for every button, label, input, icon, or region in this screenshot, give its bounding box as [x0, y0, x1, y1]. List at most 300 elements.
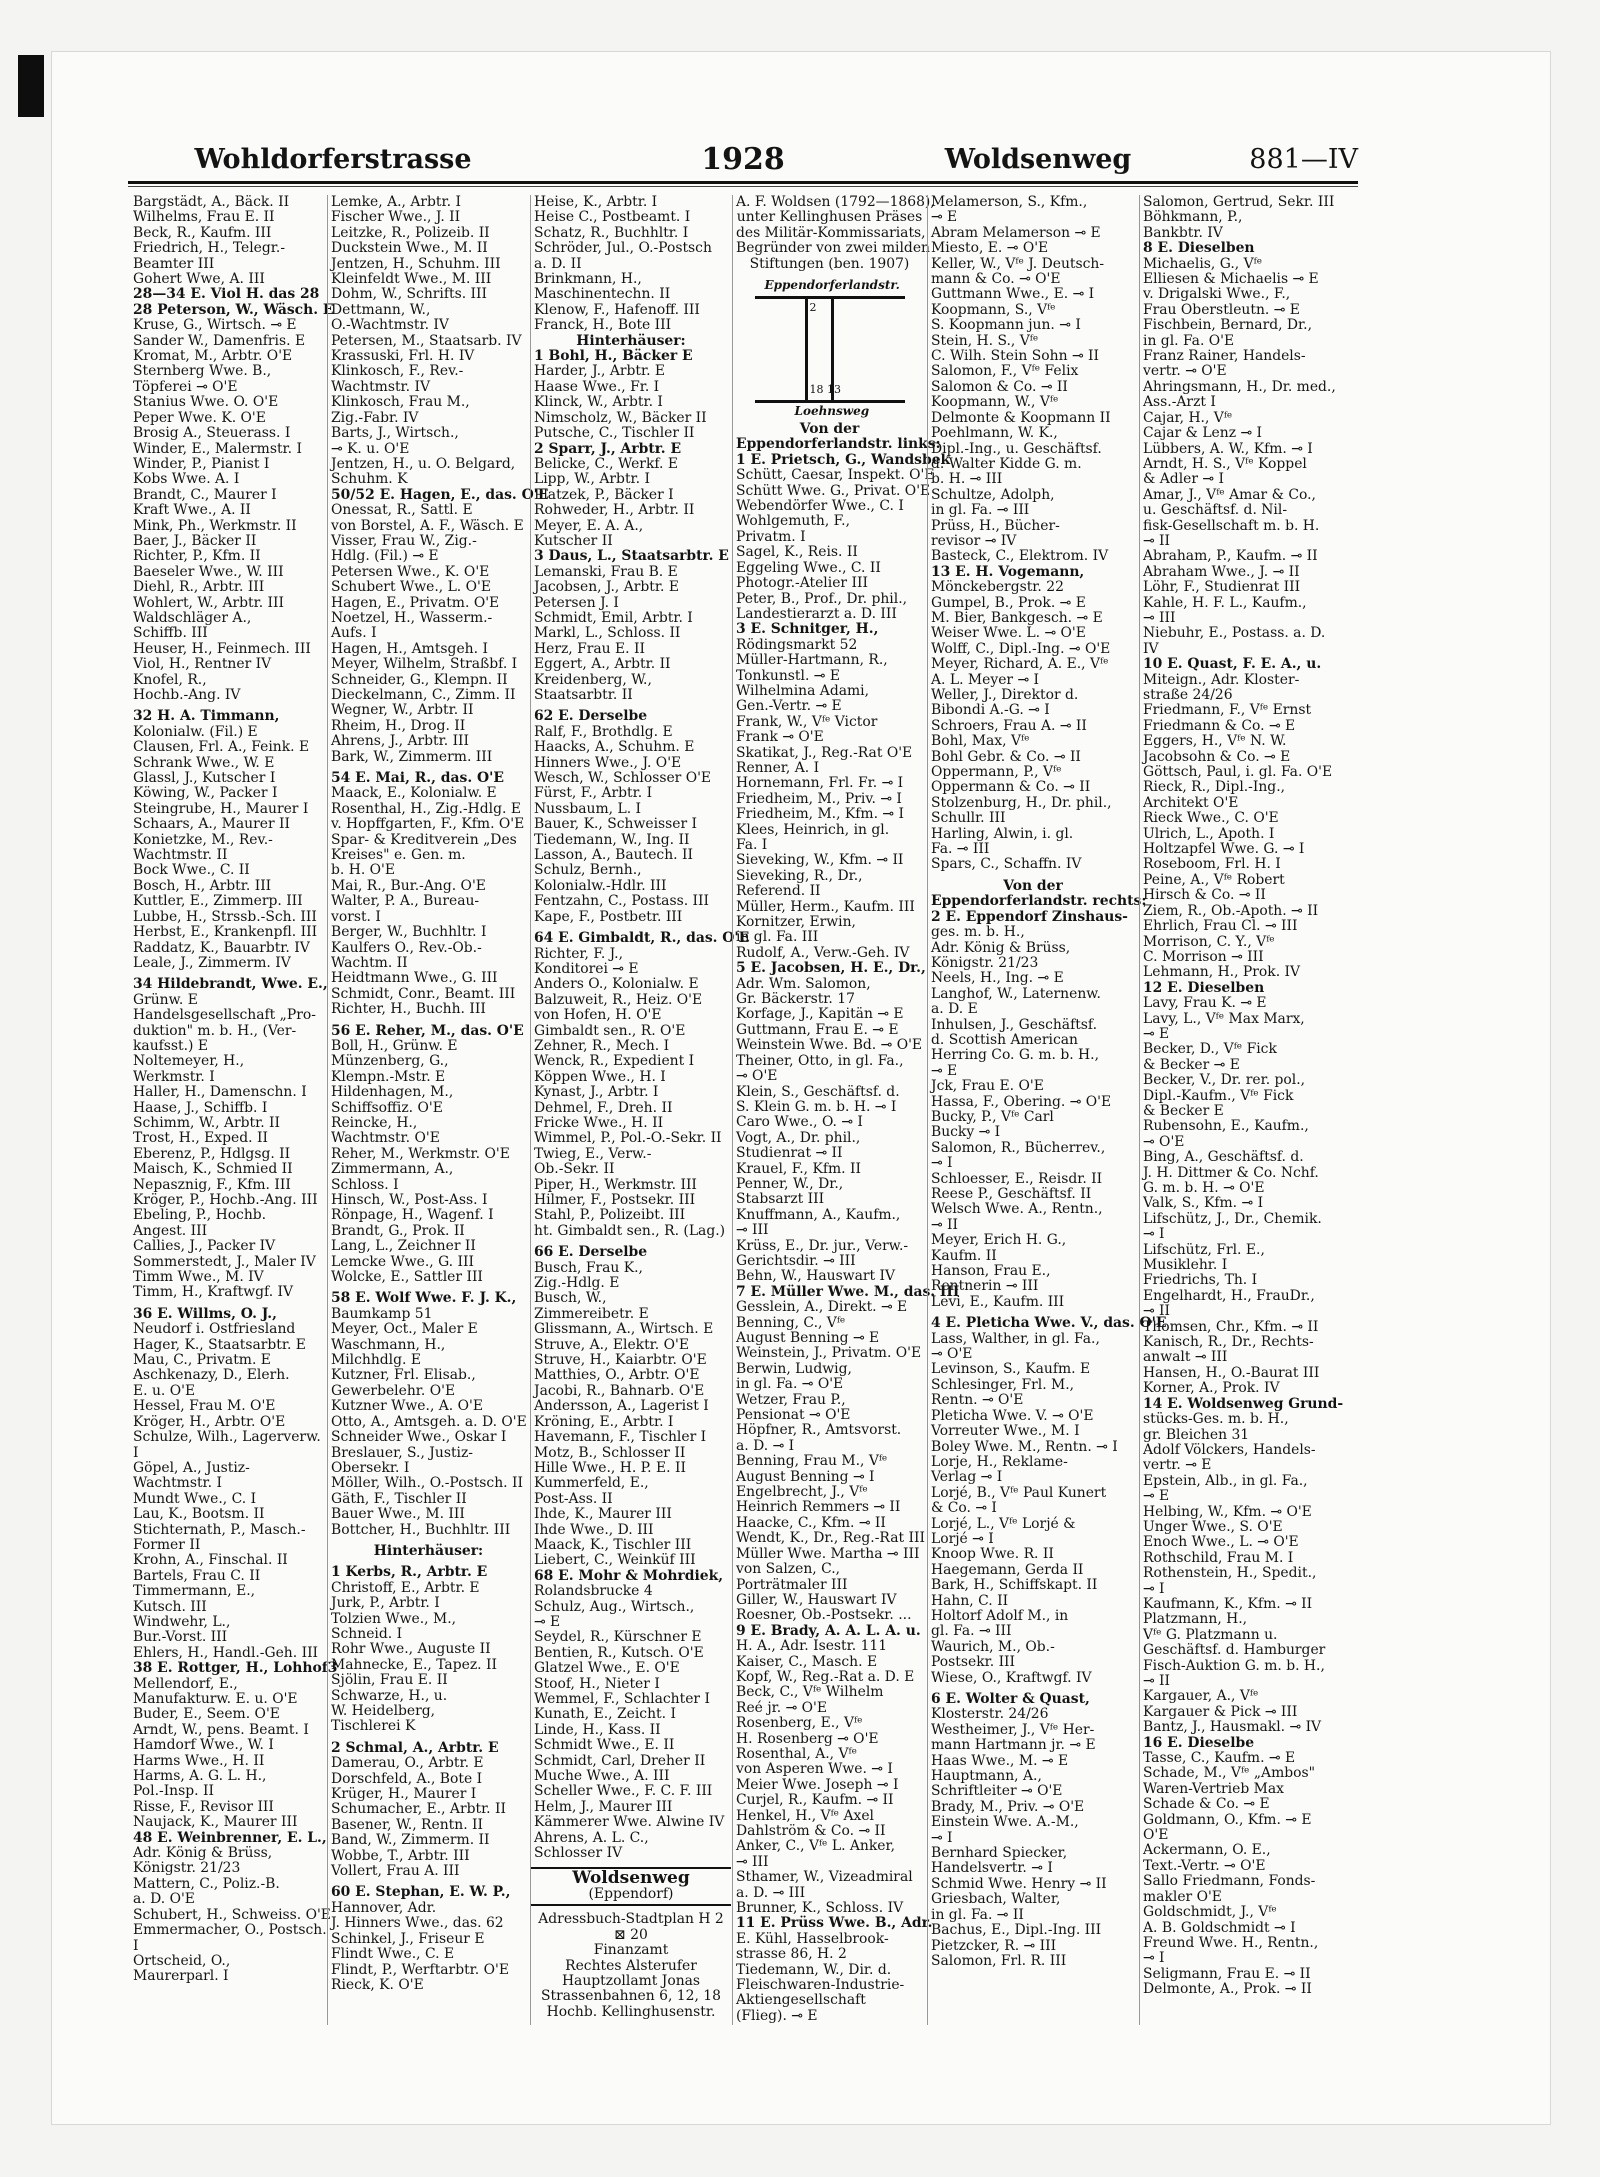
directory-entry: Webendörfer Wwe., C. I	[736, 498, 904, 515]
directory-entry: Pensionat ⊸ O'E	[736, 1407, 851, 1424]
directory-entry: Gr. Bäckerstr. 17	[736, 991, 855, 1008]
directory-entry: 4 E. Pletichа Wwe. V., das. O'E	[931, 1315, 1167, 1332]
directory-entry: Flindt, P., Werftarbtr. O'E	[331, 1961, 509, 1978]
directory-entry: Schriftleiter ⊸ O'E	[931, 1783, 1063, 1800]
directory-entry: Wegner, W., Arbtr. II	[331, 702, 474, 719]
directory-entry: Stoof, H., Nieter I	[534, 1675, 660, 1692]
directory-entry: Ahrens, J., Arbtr. III	[331, 733, 470, 750]
directory-entry: Damerau, O., Arbtr. E	[331, 1755, 484, 1772]
directory-entry: Platzmann, H.,	[1143, 1611, 1248, 1628]
directory-entry: Windwehr, L.,	[133, 1613, 231, 1630]
directory-entry: Haas Wwe., M. ⊸ E	[931, 1752, 1069, 1769]
directory-entry: Bantz, J., Hausmakl. ⊸ IV	[1143, 1719, 1322, 1736]
street-history-note	[733, 194, 935, 272]
directory-entry: Von der	[799, 421, 860, 438]
directory-entry: Unger Wwe., S. O'E	[1143, 1518, 1283, 1535]
map-top-road	[755, 296, 905, 299]
directory-entry: (Flieg). ⊸ E	[736, 2007, 818, 2024]
street-info	[531, 1912, 731, 2020]
directory-entry: Klees, Heinrich, in gl.	[736, 821, 890, 838]
directory-entry: Hanson, Frau E.,	[931, 1263, 1051, 1280]
directory-entry: Rieck, R., Dipl.-Ing.,	[1143, 779, 1286, 796]
directory-entry: Hdlg. (Fil.) ⊸ E	[331, 548, 439, 565]
directory-entry: Kutsch. III	[133, 1598, 207, 1615]
directory-entry: Poehlmann, W. K.,	[931, 425, 1058, 442]
directory-entry: Petersen, M., Staatsarb. IV	[331, 332, 522, 349]
directory-entry: H. Rosenberg ⊸ O'E	[736, 1730, 879, 1747]
directory-entry: Obersekr. I	[331, 1459, 410, 1476]
directory-entry: Diehl, R., Arbtr. III	[133, 579, 265, 596]
directory-entry: Curjel, R., Kaufm. ⊸ II	[736, 1792, 894, 1809]
directory-entry: Rieck, K. O'E	[331, 1976, 424, 1993]
directory-entry: von Asperen Wwe. ⊸ I	[736, 1761, 893, 1778]
directory-entry: Tiedemann, W., Dir. d.	[736, 1961, 892, 1978]
directory-entry: Dipl.-Kaufm., Vᶠᵉ Fick	[1143, 1087, 1294, 1104]
page-header	[128, 140, 1358, 180]
directory-entry: Möller, Wilh., O.-Postsch. II	[331, 1475, 523, 1492]
directory-entry: Melamerson, S., Kfm.,	[931, 194, 1088, 210]
directory-entry: 2 E. Eppendorf Zinshaus-	[931, 908, 1128, 925]
directory-entry: Dorschfeld, A., Bote I	[331, 1770, 483, 1787]
directory-entry: Grünw. E	[133, 991, 198, 1008]
directory-entry: Renner, A. I	[736, 759, 820, 776]
directory-entry: & Becker E	[1143, 1102, 1224, 1119]
directory-entry: Schroers, Frau A. ⊸ II	[931, 717, 1087, 734]
directory-entry: Krüss, E., Dr. jur., Verw.-	[736, 1237, 909, 1254]
column-2	[327, 194, 549, 2025]
directory-entry: Hauptmann, A.,	[931, 1768, 1042, 1785]
directory-entry: Weinstein, J., Privatm. O'E	[736, 1345, 922, 1362]
directory-entry: Dehmel, F., Dreh. II	[534, 1099, 673, 1116]
directory-entry: Bur.-Vorst. III	[133, 1629, 228, 1646]
directory-entry: Clausen, Frl. A., Feink. E	[133, 739, 310, 756]
directory-entry: Knofel, R.,	[133, 671, 207, 688]
directory-entry: Schatz, R., Buchhltr. I	[534, 224, 689, 241]
directory-entry: Schneider, G., Klempn. II	[331, 671, 508, 688]
directory-entry: Heise, K., Arbtr. I	[534, 194, 658, 210]
directory-entry: 9 E. Brady, A. A. L. A. u.	[736, 1622, 921, 1639]
directory-entry: Jacobi, R., Bahnarb. O'E	[534, 1382, 705, 1399]
directory-entry: 48 E. Weinbrenner, E. L.,	[133, 1829, 327, 1846]
directory-entry: Langhof, W., Laternenw.	[931, 985, 1101, 1002]
directory-entry: Wolff, C., Dipl.-Ing. ⊸ O'E	[931, 640, 1111, 657]
directory-entry: Lemcke Wwe., G. III	[331, 1253, 474, 1270]
directory-entry: Hilmer, F., Postsekr. III	[534, 1192, 696, 1208]
directory-entry: Muche Wwe., A. III	[534, 1768, 670, 1785]
directory-entry: Breslauer, S., Justiz-	[331, 1444, 473, 1461]
directory-entry: Lifschütz, J., Dr., Chemik.	[1143, 1210, 1322, 1227]
directory-entry: Lasson, A., Bautech. II	[534, 847, 693, 864]
directory-entry: M. Bier, Bankgesch. ⊸ E	[931, 609, 1103, 626]
directory-entry: Andersson, A., Lagerist I	[534, 1398, 709, 1415]
directory-entry: Harms Wwe., H. II	[133, 1752, 265, 1769]
directory-entry: Miesto, E. ⊸ O'E	[931, 240, 1049, 257]
directory-entry: Pletichа Wwe. V. ⊸ O'E	[931, 1407, 1094, 1424]
directory-entry: Nussbaum, L. I	[534, 800, 642, 817]
directory-entry: Pietzcker, R. ⊸ III	[931, 1937, 1057, 1954]
directory-entry: 56 E. Reher, M., das. O'E	[331, 1022, 524, 1039]
directory-entry: Schmidt Wwe., E. II	[534, 1737, 675, 1754]
directory-entry: d. Walter Kidde G. m.	[931, 455, 1082, 472]
header-street-left: Wohldorferstrasse	[194, 144, 472, 175]
directory-entry: Ahringsmann, H., Dr. med.,	[1143, 378, 1336, 395]
directory-entry: 28—34 E. Viol H. das 28	[133, 286, 320, 303]
directory-entry: Kornitzer, Erwin,	[736, 914, 856, 931]
directory-entry: S. Klein G. m. b. H. ⊸ I	[736, 1098, 897, 1115]
directory-entry: Giller, W., Hauswart IV	[736, 1591, 897, 1608]
history-note-line: A. F. Woldsen (1792—1868),	[736, 194, 935, 210]
directory-entry: Nepasznig, F., Kfm. III	[133, 1176, 291, 1193]
column-5	[927, 194, 1167, 2025]
directory-entry: Harms, A. G. L. H.,	[133, 1768, 267, 1785]
directory-entry: Handelsgesellschaft „Pro-	[133, 1007, 316, 1024]
directory-entry: Arndt, W., pens. Beamt. I	[133, 1721, 309, 1738]
directory-entry: Petersen J. I	[534, 594, 619, 611]
directory-entry: Dettmann, W.,	[331, 301, 431, 318]
directory-entry: Naujack, K., Maurer III	[133, 1814, 298, 1831]
directory-entry: Prüss, H., Bücher-	[931, 517, 1060, 534]
directory-entry: Bentien, R., Kutsch. O'E	[534, 1644, 704, 1661]
directory-entry: 3 E. Schnitger, H.,	[736, 621, 879, 638]
directory-entry: Eggert, A., Arbtr. II	[534, 656, 671, 673]
directory-entry: Hassa, F., Obering. ⊸ O'E	[931, 1093, 1112, 1110]
directory-entry: 3 Daus, L., Staatsarbtr. E	[534, 548, 729, 565]
directory-entry: Steingrube, H., Maurer I	[133, 800, 309, 817]
directory-entry: 28 Peterson, W., Wäsch. E	[133, 301, 334, 318]
directory-entry: Griesbach, Walter,	[931, 1891, 1061, 1908]
directory-entry: Schlesinger, Frl. M.,	[931, 1376, 1075, 1393]
directory-entry: Wiese, O., Kraftwgf. IV	[931, 1669, 1092, 1686]
directory-entry: Friedrichs, Th. I	[1143, 1272, 1258, 1289]
history-note-line: des Militär-Kommissariats,	[736, 224, 926, 241]
directory-entry: Anders O., Kolonialw. E	[534, 976, 699, 993]
directory-entry: & Adler ⊸ I	[1143, 471, 1224, 488]
directory-entry: O.-Wachtmstr. IV	[331, 317, 449, 334]
directory-entry: Fa. ⊸ III	[931, 841, 990, 858]
directory-entry: Michaelis, G., Vᶠᵉ	[1143, 255, 1263, 272]
directory-entry: Waschmann, H.,	[331, 1336, 446, 1353]
directory-entry: Ackermann, O. E.,	[1143, 1842, 1271, 1859]
directory-entry: Struve, H., Kaiarbtr. O'E	[534, 1352, 707, 1369]
directory-entry: in gl. Fa. ⊸ II	[931, 1906, 1024, 1923]
directory-entry: Cajar, H., Vᶠᵉ	[1143, 409, 1233, 426]
directory-entry: Referend. II	[736, 883, 821, 900]
directory-entry: Mattern, C., Poliz.-B.	[133, 1875, 280, 1892]
directory-entry: Stabsarzt III	[736, 1191, 825, 1208]
directory-entry: Mellendorf, E.,	[133, 1675, 238, 1692]
directory-entry: Valk, S., Kfm. ⊸ I	[1143, 1195, 1264, 1212]
directory-entry: Rieck Wwe., C. O'E	[1143, 810, 1279, 827]
directory-entry: Lubbe, H., Strssb.-Sch. III	[133, 908, 317, 925]
directory-entry: Schade, M., Vᶠᵉ „Ambos"	[1143, 1765, 1316, 1782]
directory-entry: Westheimer, J., Vᶠᵉ Her-	[931, 1721, 1095, 1738]
directory-entry: Töpferei ⊸ O'E	[133, 378, 238, 395]
directory-entry: Wolcke, E., Sattler III	[331, 1269, 483, 1286]
directory-entry: Delmonte, A., Prok. ⊸ II	[1143, 1981, 1312, 1998]
directory-entry: Text.-Vertr. ⊸ O'E	[1143, 1857, 1266, 1874]
history-note-line: unter Kellinghusen Präses	[736, 209, 923, 226]
directory-entry: Brandt, G., Prok. II	[331, 1222, 465, 1239]
directory-entry: Hirsch & Co. ⊸ II	[1143, 887, 1266, 904]
directory-entry: Kreises" e. Gen. m.	[331, 847, 466, 864]
directory-entry: Basteck, C., Elektrom. IV	[931, 548, 1109, 565]
directory-entry: Busch, Frau K.,	[534, 1259, 643, 1276]
directory-entry: Franck, H., Bote III	[534, 317, 672, 334]
directory-entry: Glatzel Wwe., E. O'E	[534, 1660, 680, 1677]
directory-entry: Ehlers, H., Handl.-Geh. III	[133, 1644, 319, 1661]
header-rule-thin	[128, 186, 1358, 187]
directory-entry: Salomon, Gertrud, Sekr. III	[1143, 194, 1335, 210]
directory-entry: von Hofen, H. O'E	[534, 1007, 662, 1024]
directory-entry: Reincke, H.,	[331, 1114, 418, 1131]
directory-entry: 14 E. Woldsenweg Grund-	[1143, 1395, 1344, 1412]
directory-entry: Schütt Wwe. G., Privat. O'E	[736, 482, 931, 499]
directory-entry: Abraham, P., Kaufm. ⊸ II	[1143, 548, 1318, 565]
directory-entry: Engelhardt, H., FrauDr.,	[1143, 1287, 1315, 1304]
directory-entry: 13 E. H. Vogemann,	[931, 563, 1085, 580]
directory-entry: 58 E. Wolf Wwe. F. J. K.,	[331, 1290, 517, 1307]
directory-entry: Kröger, H., Arbtr. O'E	[133, 1413, 286, 1430]
directory-entry: Oppermann, P., Vᶠᵉ	[931, 764, 1062, 781]
directory-entry: strasse 86, H. 2	[736, 1946, 847, 1963]
directory-entry: Lorjé, B., Vᶠᵉ Paul Kunert	[931, 1484, 1107, 1501]
directory-entry: Bernhard Spiecker,	[931, 1845, 1068, 1862]
directory-entry: anwalt ⊸ III	[1143, 1349, 1228, 1366]
directory-entry: Lehmann, H., Prok. IV	[1143, 964, 1301, 981]
directory-entry: Becker, D., Vᶠᵉ Fick	[1143, 1041, 1277, 1058]
directory-entry: Frau Oberstleutn. ⊸ E	[1143, 301, 1300, 318]
directory-entry: Weller, J., Direktor d.	[931, 687, 1079, 703]
directory-entry: Lemke, A., Arbtr. I	[331, 194, 461, 210]
directory-entry: Gohert Wwe, A. III	[133, 271, 265, 288]
directory-entry: ⊸ I	[1143, 1950, 1165, 1967]
directory-entry: Baer, J., Bäcker II	[133, 532, 257, 549]
directory-entry: Sieveking, W., Kfm. ⊸ II	[736, 852, 904, 869]
directory-entry: Motz, B., Schlosser II	[534, 1444, 686, 1461]
directory-entry: Schmid Wwe. Henry ⊸ II	[931, 1875, 1107, 1892]
header-street-right: Woldsenweg	[944, 144, 1132, 175]
directory-entry: Kolonialw. (Fil.) E	[133, 723, 258, 740]
directory-entry: Klosterstr. 24/26	[931, 1706, 1049, 1723]
directory-entry: ges. m. b. H.,	[931, 924, 1025, 941]
directory-entry: Salomon & Co. ⊸ II	[931, 378, 1068, 395]
directory-entry: 64 E. Gimbaldt, R., das. O'E	[534, 930, 750, 947]
directory-entry: Dahlström & Co. ⊸ II	[736, 1823, 886, 1839]
directory-entry: 60 E. Stephan, E. W. P.,	[331, 1884, 511, 1901]
directory-entry: August Benning ⊸ E	[736, 1330, 880, 1346]
directory-entry: Photogr.-Atelier III	[736, 575, 868, 592]
directory-entry: a. D. E	[931, 1001, 978, 1018]
directory-entry: Levinson, S., Kaufm. E	[931, 1361, 1091, 1378]
directory-entry: Friedheim, M., Priv. ⊸ I	[736, 790, 902, 807]
directory-entry: Mink, Ph., Werkmstr. II	[133, 517, 297, 534]
directory-entry: E. u. O'E	[133, 1382, 196, 1399]
directory-entry: Guttmann, Frau E. ⊸ E	[736, 1021, 899, 1038]
directory-entry: Maisch, K., Schmied II	[133, 1161, 293, 1178]
directory-entry: 62 E. Derselbe	[534, 708, 648, 725]
directory-entry: Welsch Wwe. A., Rentn.,	[931, 1201, 1103, 1218]
directory-entry: & Co. ⊸ I	[931, 1500, 997, 1517]
directory-entry: A. B. Goldschmidt ⊸ I	[1143, 1919, 1296, 1936]
directory-entry: Winder, E., Malermstr. I	[133, 440, 302, 457]
directory-entry: Ziem, R., Ob.-Apoth. ⊸ II	[1143, 902, 1319, 919]
directory-entry: H. A., Adr. Isestr. 111	[736, 1638, 888, 1655]
directory-entry: Wohlgemuth, F.,	[736, 513, 850, 530]
directory-entry: Werkmstr. I	[133, 1068, 215, 1085]
directory-entry: 2 Schmal, A., Arbtr. E	[331, 1739, 499, 1756]
directory-entry: Wobbe, T., Arbtr. III	[331, 1847, 470, 1864]
street-title: Woldsenweg	[572, 1868, 690, 1889]
column-4-entries	[733, 421, 960, 2024]
directory-entry: in gl. Fa. ⊸ O'E	[736, 1376, 844, 1393]
directory-entry: Schröder, Jul., O.-Postsch	[534, 240, 712, 257]
column-4	[732, 194, 960, 2025]
directory-entry: Baumkamp 51	[331, 1305, 433, 1322]
directory-entry: ⊸ II	[1143, 1673, 1171, 1689]
directory-entry: Göpel, A., Justiz-	[133, 1459, 250, 1476]
directory-entry: Eggers, H., Vᶠᵉ N. W.	[1143, 733, 1287, 750]
directory-entry: Zig.-Hdlg. E	[534, 1275, 620, 1292]
directory-entry: Berger, W., Buchhltr. I	[331, 924, 487, 941]
directory-entry: Architekt O'E	[1143, 794, 1239, 811]
directory-entry: Hinsch, W., Post-Ass. I	[331, 1192, 488, 1208]
directory-entry: W. Heidelberg,	[331, 1703, 436, 1719]
directory-entry: Knoop Wwe. R. II	[931, 1546, 1054, 1563]
directory-entry: Roseboom, Frl. H. I	[1143, 856, 1281, 873]
directory-entry: Klinck, W., Arbtr. I	[534, 394, 663, 411]
directory-entry: Rolandsbrucke 4	[534, 1583, 653, 1600]
directory-entry: Klein, S., Geschäftsf. d.	[736, 1083, 900, 1100]
directory-entry: Kröning, E., Arbtr. I	[534, 1413, 674, 1430]
column-6	[1139, 195, 1359, 2025]
directory-entry: mann & Co. ⊸ O'E	[931, 271, 1061, 288]
directory-entry: Caro Wwe., O. ⊸ I	[736, 1114, 863, 1131]
directory-entry: Havemann, F., Tischler I	[534, 1429, 707, 1446]
black-edge-tab	[18, 55, 44, 117]
directory-entry: Zig.-Fabr. IV	[331, 409, 419, 426]
directory-entry: Noetzel, H., Wasserm.-	[331, 609, 493, 626]
directory-entry: Kobs Wwe. A. I	[133, 471, 240, 488]
directory-entry: Korfage, J., Kapitän ⊸ E	[736, 1006, 904, 1023]
directory-entry: Benning, C., Vᶠᵉ	[736, 1314, 846, 1331]
directory-entry: Kargauer & Pick ⊸ III	[1143, 1703, 1298, 1720]
directory-entry: Brinkmann, H.,	[534, 271, 642, 288]
directory-entry: Lavy, L., Vᶠᵉ Max Marx,	[1143, 1010, 1305, 1027]
directory-entry: Hinners Wwe., J. O'E	[534, 754, 682, 771]
directory-entry: Stolzenburg, H., Dr. phil.,	[931, 794, 1112, 811]
history-note-line: Stiftungen (ben. 1907)	[749, 255, 910, 272]
directory-entry: Sommerstedt, J., Maler IV	[133, 1253, 316, 1270]
directory-entry: Buder, E., Seem. O'E	[133, 1706, 280, 1723]
directory-entry: Schulz, Bernh.,	[534, 862, 642, 879]
directory-entry: Hansen, H., O.-Baurat III	[1143, 1364, 1320, 1381]
directory-entry: Schulz, Aug., Wirtsch.,	[534, 1598, 695, 1615]
directory-entry: Kargauer, A., Vᶠᵉ	[1143, 1688, 1259, 1705]
directory-entry: Markl, L., Schloss. II	[534, 625, 681, 642]
street-info-line: Finanzamt	[593, 1942, 669, 1959]
directory-entry: Schloss. I	[331, 1176, 399, 1193]
directory-entry: Lipp, W., Arbtr. I	[534, 471, 650, 488]
directory-entry: E. Kühl, Hasselbrook-	[736, 1930, 889, 1947]
directory-entry: Kynast, J., Arbtr. I	[534, 1084, 659, 1101]
directory-entry: Waldschläger A.,	[133, 609, 252, 626]
directory-entry: Tolzien Wwe., M.,	[331, 1610, 457, 1627]
directory-entry: Ass.-Arzt I	[1143, 394, 1216, 411]
directory-entry: Lorje, H., Reklame-	[931, 1453, 1068, 1470]
directory-entry: Thomsen, Chr., Kfm. ⊸ II	[1143, 1318, 1319, 1335]
directory-entry: Tasse, C., Kaufm. ⊸ E	[1143, 1750, 1296, 1767]
directory-entry: Herring Co. G. m. b. H.,	[931, 1047, 1099, 1064]
directory-entry: Levi, E., Kaufm. III	[931, 1293, 1065, 1310]
directory-entry: Müller Wwe. Martha ⊸ III	[736, 1545, 920, 1562]
directory-entry: ⊸ I	[1143, 1580, 1165, 1597]
directory-entry: Duckstein Wwe., M. II	[331, 240, 488, 257]
directory-entry: Rödingsmarkt 52	[736, 636, 858, 653]
directory-entry: Glassl, J., Kutscher I	[133, 770, 276, 787]
directory-entry: Gesslein, A., Direkt. ⊸ E	[736, 1299, 908, 1316]
directory-entry: Skatikat, J., Reg.-Rat O'E	[736, 744, 913, 761]
directory-entry: Mundt Wwe., C. I	[133, 1490, 257, 1507]
directory-entry: Engelbrecht, J., Vᶠᵉ	[736, 1484, 868, 1501]
directory-entry: Schloesser, E., Reisdr. II	[931, 1170, 1103, 1187]
directory-entry: Adr. Wm. Salomon,	[736, 975, 871, 992]
header-year: 1928	[701, 142, 785, 177]
directory-entry: Meyer, Erich H. G.,	[931, 1232, 1067, 1249]
directory-entry: Belicke, C., Werkf. E	[534, 455, 678, 472]
directory-entry: v. Drigalski Wwe., F.,	[1143, 286, 1291, 303]
directory-entry: Christoff, E., Arbtr. E	[331, 1579, 480, 1596]
directory-entry: ⊸ II	[1143, 532, 1171, 549]
directory-entry: Rentn. ⊸ O'E	[931, 1392, 1024, 1409]
directory-entry: Fricke Wwe., H. II	[534, 1114, 664, 1131]
directory-entry: Waren-Vertrieb Max	[1143, 1780, 1284, 1797]
directory-entry: Schullr. III	[931, 810, 1006, 827]
directory-entry: ⊸ III	[736, 1853, 769, 1870]
directory-entry: Inhulsen, J., Geschäftsf.	[931, 1016, 1097, 1033]
directory-entry: a. D. ⊸ I	[736, 1437, 795, 1454]
directory-entry: Koopmann, S., Vᶠᵉ	[931, 301, 1056, 318]
directory-entry: Ahrens, A. L. C.,	[534, 1829, 649, 1846]
directory-entry: Lass, Walther, in gl. Fa.,	[931, 1330, 1100, 1347]
directory-entry: Köwing, W., Packer I	[133, 785, 278, 802]
directory-entry: Schmidt, Carl, Dreher II	[534, 1752, 706, 1769]
directory-entry: Jck, Frau E. O'E	[931, 1078, 1044, 1095]
directory-entry: ⊸ III	[736, 1222, 769, 1239]
directory-entry: Wimmel, P., Pol.-O.-Sekr. II	[534, 1130, 722, 1147]
directory-entry: IV	[1143, 640, 1159, 657]
directory-entry: Kolonialw.-Hdlr. III	[534, 877, 667, 894]
directory-entry: Meyer, Oct., Maler E	[331, 1321, 478, 1338]
directory-entry: Rubensohn, E., Kaufm.,	[1143, 1118, 1309, 1135]
directory-entry: Schmidt, Emil, Arbtr. I	[534, 609, 693, 626]
street-info-line: Adressbuch-Stadtplan H 2	[538, 1911, 724, 1928]
directory-entry: Bachus, E., Dipl.-Ing. III	[931, 1922, 1102, 1939]
directory-entry: Maack, K., Tischler III	[534, 1536, 692, 1553]
map-number-top: 2	[809, 301, 817, 315]
directory-entry: Hagen, E., Privatm. O'E	[331, 594, 500, 611]
directory-entry: Lang, L., Zeichner II	[331, 1238, 476, 1255]
directory-entry: revisor ⊸ IV	[931, 532, 1017, 549]
directory-entry: Struve, A., Elektr. O'E	[534, 1336, 689, 1353]
directory-entry: Abram Melamerson ⊸ E	[931, 224, 1101, 241]
directory-entry: Rosenthal, H., Zig.-Hdlg. E	[331, 800, 521, 817]
directory-entry: Kaiser, C., Masch. E	[736, 1653, 878, 1670]
directory-entry: Maack, E., Kolonialw. E	[331, 785, 497, 802]
directory-entry: b. H. O'E	[331, 862, 396, 879]
directory-entry: Stanius Wwe. O. O'E	[133, 394, 279, 411]
directory-entry: Königstr. 21/23	[931, 954, 1039, 971]
directory-entry: 32 H. A. Timmann,	[133, 708, 280, 725]
